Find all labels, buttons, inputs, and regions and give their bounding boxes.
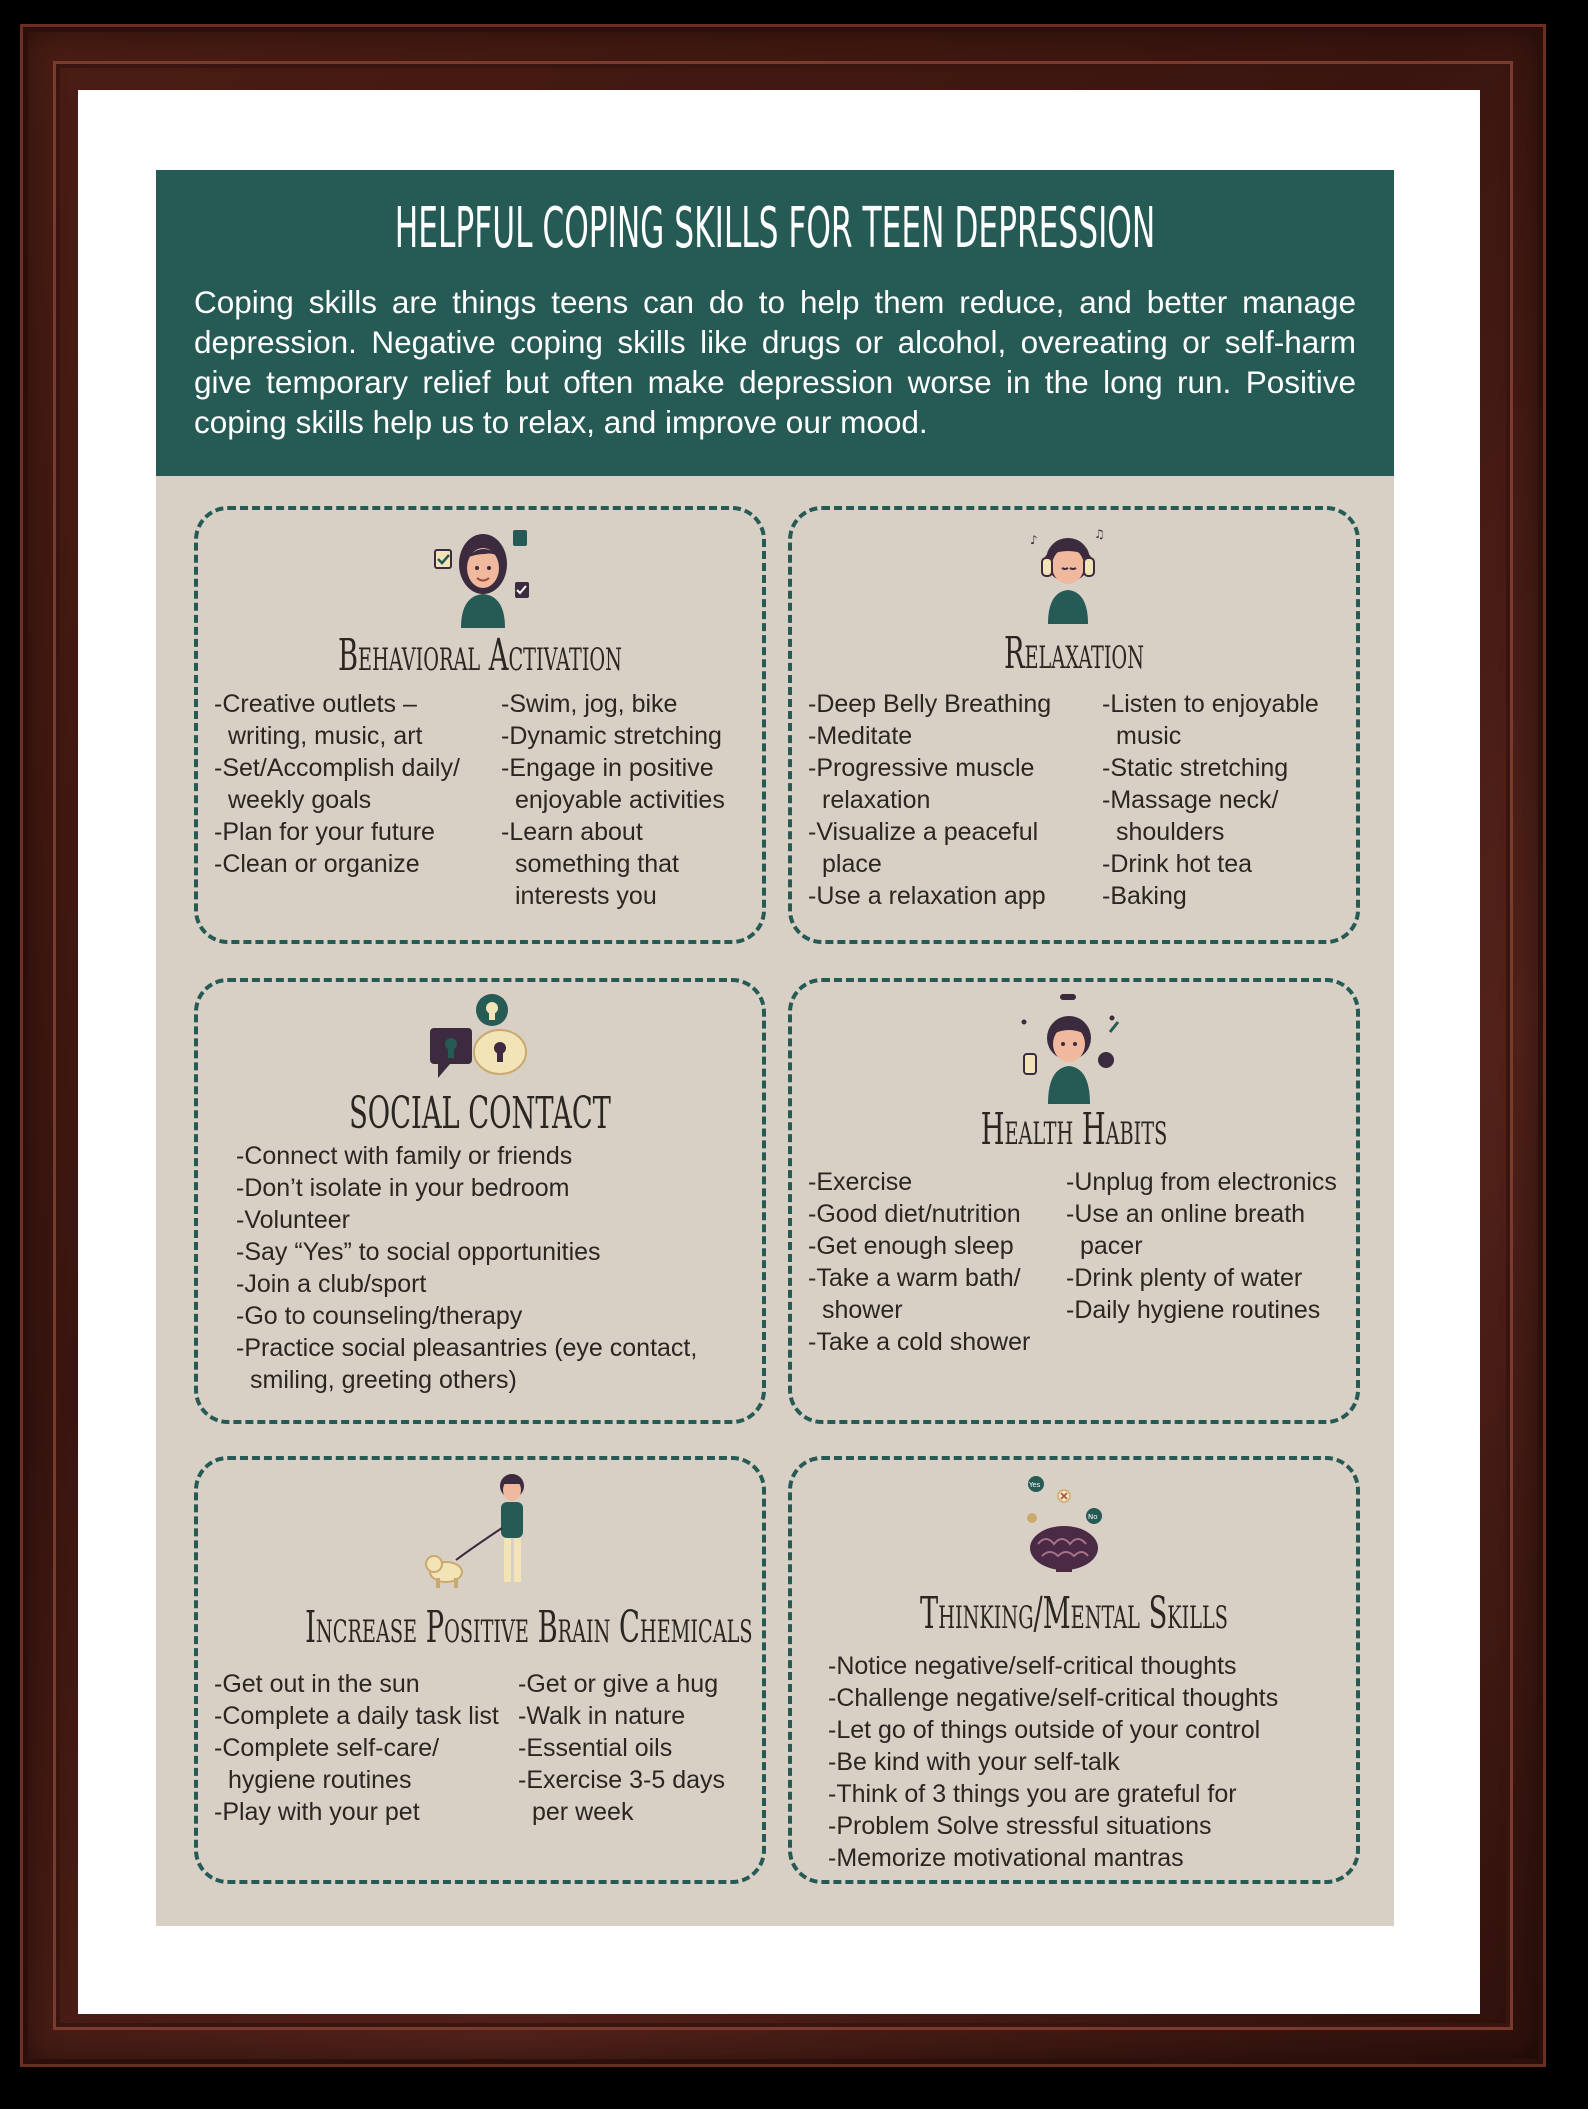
card-title-behavioral: Behavioral Activation xyxy=(338,630,622,681)
list-item: -Use an online breath pacer xyxy=(1066,1200,1306,1260)
list-item: -Drink plenty of water xyxy=(1066,1264,1303,1292)
list-item: -Exercise xyxy=(808,1168,913,1196)
list-item: -Engage in positive enjoyable activities xyxy=(501,754,725,814)
list-item: -Plan for your future xyxy=(214,818,435,846)
list-item: -Dynamic stretching xyxy=(501,722,722,750)
card-behavioral-activation xyxy=(194,506,766,944)
chat-bubbles-icon xyxy=(428,994,532,1084)
card-title-social: SOCIAL CONTACT xyxy=(349,1088,611,1139)
list-item: -Go to counseling/therapy xyxy=(236,1302,523,1330)
card-title-brain: Increase Positive Brain Chemicals xyxy=(305,1602,753,1653)
list-item: -Massage neck/ shoulders xyxy=(1102,786,1279,846)
behavioral-col-1 xyxy=(214,688,499,880)
card-title-thinking: Thinking/Mental Skills xyxy=(920,1588,1228,1639)
card-relaxation xyxy=(788,506,1360,944)
list-item: -Creative outlets – writing, music, art xyxy=(214,690,423,750)
list-item: -Say “Yes” to social opportunities xyxy=(236,1238,601,1266)
poster-title: HELPFUL COPING SKILLS FOR TEEN DEPRESSION xyxy=(394,196,1156,261)
list-item: -Volunteer xyxy=(236,1206,350,1234)
list-item: -Connect with family or friends xyxy=(236,1142,573,1170)
list-item: -Take a cold shower xyxy=(808,1328,1031,1356)
list-item: -Get or give a hug xyxy=(518,1670,719,1698)
headphones-meditation-icon xyxy=(1028,524,1108,624)
list-item: -Drink hot tea xyxy=(1102,850,1253,878)
list-item: -Listen to enjoyable music xyxy=(1102,690,1319,750)
list-item: -Deep Belly Breathing xyxy=(808,690,1052,718)
list-item: -Get enough sleep xyxy=(808,1232,1014,1260)
card-title-relaxation: Relaxation xyxy=(1003,628,1145,679)
brain-yes-no-icon xyxy=(1024,1476,1114,1572)
list-item: -Memorize motivational mantras xyxy=(828,1844,1184,1872)
list-item: -Get out in the sun xyxy=(214,1670,420,1698)
poster-intro: Coping skills are things teens can do to help them reduce, and better manage depression. Negative coping skills like drugs or alcohol, overeating or self-harm give temporary relief but often make depression worse in the long run. Positive coping skills help us to relax, and improve our mood. xyxy=(194,284,1356,440)
svg-text:♪: ♪ xyxy=(1030,533,1038,547)
list-item: -Progressive muscle relaxation xyxy=(808,754,1035,814)
list-item: -Set/Accomplish daily/ weekly goals xyxy=(214,754,460,814)
poster xyxy=(156,170,1394,1926)
svg-text:♫: ♫ xyxy=(1094,527,1105,541)
list-item: -Notice negative/self-critical thoughts xyxy=(828,1652,1237,1680)
list-item: -Exercise 3-5 days per week xyxy=(518,1766,726,1826)
list-item: -Clean or organize xyxy=(214,850,420,878)
brain-col-1 xyxy=(214,1668,514,1828)
svg-text:Yes: Yes xyxy=(1029,1481,1041,1489)
list-item: -Essential oils xyxy=(518,1734,673,1762)
dog-walker-icon xyxy=(424,1472,544,1592)
list-item: -Walk in nature xyxy=(518,1702,686,1730)
health-col-1 xyxy=(808,1166,1064,1358)
list-item: -Challenge negative/self-critical thoughts xyxy=(828,1684,1279,1712)
list-item: -Be kind with your self-talk xyxy=(828,1748,1120,1776)
card-social-contact xyxy=(194,978,766,1424)
relaxation-col-2 xyxy=(1102,688,1352,912)
list-item: -Take a warm bath/ shower xyxy=(808,1264,1021,1324)
list-item: -Daily hygiene routines xyxy=(1066,1296,1321,1324)
list-item: -Learn about something that interests you xyxy=(501,818,679,910)
list-item: -Static stretching xyxy=(1102,754,1289,782)
list-item: -Complete self-care/ hygiene routines xyxy=(214,1734,440,1794)
card-brain-chemicals xyxy=(194,1456,766,1884)
list-item: -Swim, jog, bike xyxy=(501,690,678,718)
list-item: -Join a club/sport xyxy=(236,1270,427,1298)
list-item: -Baking xyxy=(1102,882,1187,910)
card-title-health: Health Habits xyxy=(980,1104,1168,1155)
behavioral-col-2 xyxy=(501,688,757,912)
thinking-col-1 xyxy=(828,1650,1354,1874)
brain-col-2 xyxy=(518,1668,758,1828)
list-item: -Problem Solve stressful situations xyxy=(828,1812,1212,1840)
list-item: -Complete a daily task list xyxy=(214,1702,499,1730)
list-item: -Meditate xyxy=(808,722,913,750)
list-item: -Practice social pleasantries (eye contact, smiling, greeting others) xyxy=(236,1334,698,1394)
list-item: -Think of 3 things you are grateful for xyxy=(828,1780,1237,1808)
list-item: -Let go of things outside of your control xyxy=(828,1716,1261,1744)
list-item: -Play with your pet xyxy=(214,1798,420,1826)
list-item: -Don’t isolate in your bedroom xyxy=(236,1174,570,1202)
list-item: -Visualize a peaceful place xyxy=(808,818,1039,878)
list-item: -Unplug from electronics xyxy=(1066,1168,1337,1196)
card-health-habits xyxy=(788,978,1360,1424)
woman-checklist-icon xyxy=(433,528,533,628)
list-item: -Use a relaxation app xyxy=(808,882,1046,910)
healthy-boy-icon xyxy=(1014,992,1124,1104)
list-item: -Good diet/nutrition xyxy=(808,1200,1021,1228)
svg-text:No: No xyxy=(1088,1513,1098,1521)
card-thinking-skills xyxy=(788,1456,1360,1884)
social-col-1 xyxy=(236,1140,758,1396)
health-col-2 xyxy=(1066,1166,1354,1326)
relaxation-col-1 xyxy=(808,688,1098,912)
poster-header xyxy=(156,170,1394,476)
